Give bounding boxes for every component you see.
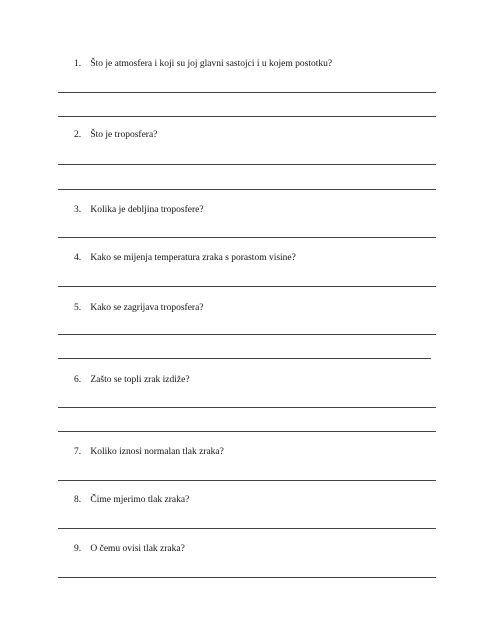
- question-text: Što je atmosfera i koji su joj glavni sastojci i u kojem postotku?: [90, 59, 333, 69]
- question-number: 7.: [74, 447, 82, 457]
- question-7: [74, 446, 224, 458]
- answer-line[interactable]: [58, 334, 436, 335]
- answer-line[interactable]: [58, 577, 436, 578]
- answer-line[interactable]: [58, 237, 436, 238]
- question-1: [74, 58, 332, 70]
- question-number: 8.: [74, 495, 82, 505]
- question-5: [74, 302, 204, 314]
- answer-line[interactable]: [58, 480, 436, 481]
- question-text: Kako se mijenja temperatura zraka s porastom visine?: [90, 253, 296, 263]
- answer-line[interactable]: [58, 358, 431, 359]
- question-9: [74, 543, 185, 555]
- question-text: Što je troposfera?: [90, 130, 158, 140]
- question-text: O čemu ovisi tlak zraka?: [90, 544, 185, 554]
- question-number: 6.: [74, 375, 82, 385]
- question-number: 4.: [74, 253, 82, 263]
- answer-line[interactable]: [58, 92, 436, 93]
- question-text: Kako se zagrijava troposfera?: [90, 303, 204, 313]
- answer-line[interactable]: [58, 407, 436, 408]
- question-text: Zašto se topli zrak izdiže?: [90, 375, 190, 385]
- question-text: Koliko iznosi normalan tlak zraka?: [90, 447, 224, 457]
- answer-line[interactable]: [58, 189, 436, 190]
- question-text: Čime mjerimo tlak zraka?: [90, 495, 190, 505]
- question-4: [74, 252, 296, 264]
- answer-line[interactable]: [58, 116, 436, 117]
- answer-line[interactable]: [58, 164, 436, 165]
- question-number: 9.: [74, 544, 82, 554]
- question-number: 1.: [74, 59, 82, 69]
- question-number: 3.: [74, 205, 82, 215]
- question-6: [74, 374, 190, 386]
- answer-line[interactable]: [58, 528, 436, 529]
- question-text: Kolika je debljina troposfere?: [90, 205, 204, 215]
- question-3: [74, 204, 204, 216]
- question-8: [74, 494, 189, 506]
- question-number: 2.: [74, 130, 82, 140]
- answer-line[interactable]: [58, 286, 436, 287]
- question-number: 5.: [74, 303, 82, 313]
- question-2: [74, 129, 157, 141]
- answer-line[interactable]: [58, 431, 436, 432]
